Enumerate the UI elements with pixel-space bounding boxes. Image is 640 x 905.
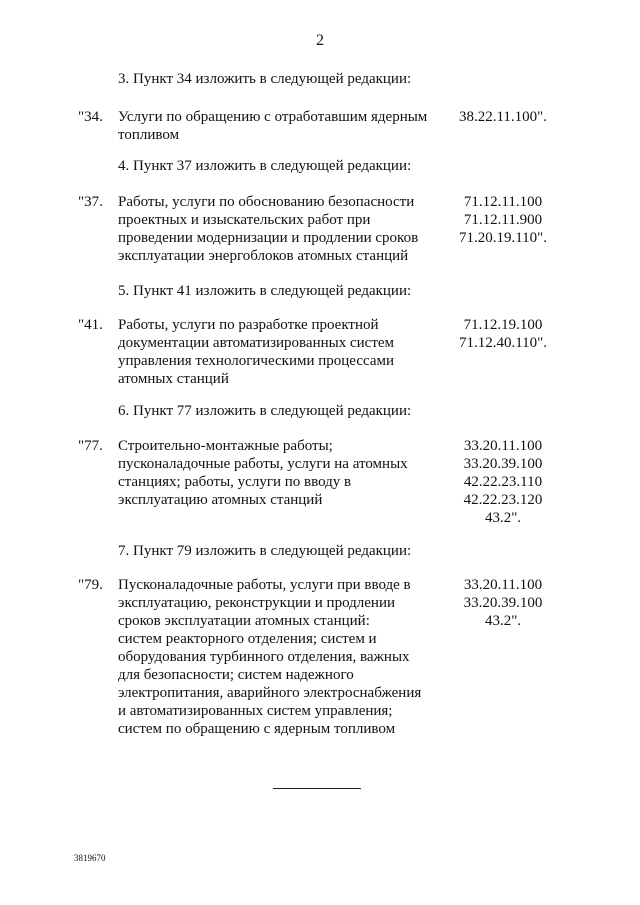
section-heading: 3. Пункт 34 изложить в следующей редакции:: [118, 71, 412, 87]
entry-text-line: систем по обращению с ядерным топливом: [118, 721, 396, 737]
entry-codes: [448, 193, 558, 247]
section-heading: 4. Пункт 37 изложить в следующей редакции:: [118, 158, 412, 174]
entry-text-line: систем реакторного отделения; систем и: [118, 631, 377, 647]
document-code: 3819670: [74, 853, 106, 863]
okpd-code: 42.22.23.110: [463, 474, 543, 490]
entry-text-line: проектных и изыскательских работ при: [118, 212, 371, 228]
entry-text: [118, 193, 433, 265]
entry-number: "37.: [78, 194, 103, 210]
closing-rule: [273, 788, 361, 789]
okpd-code: 33.20.39.100: [463, 456, 543, 472]
entry-text-line: проведении модернизации и продлении сроков: [118, 230, 419, 246]
entry-text-line: Пусконаладочные работы, услуги при вводе в: [118, 577, 411, 593]
okpd-code: 43.2".: [484, 613, 522, 629]
okpd-code: 71.12.11.900: [463, 212, 543, 228]
entry-text-line: Услуги по обращению с отработавшим ядерным: [118, 109, 428, 125]
entry-text-line: эксплуатацию атомных станций: [118, 492, 323, 508]
page-number: 2: [316, 32, 324, 49]
entry-codes: [448, 576, 558, 630]
entry-codes: [448, 316, 558, 352]
entry-text-line: пусконаладочные работы, услуги на атомных: [118, 456, 408, 472]
section-heading: 6. Пункт 77 изложить в следующей редакции:: [118, 403, 412, 419]
entry-number: "41.: [78, 317, 103, 333]
okpd-code: 42.22.23.120: [463, 492, 543, 508]
entry-text-line: Работы, услуги по разработке проектной: [118, 317, 379, 333]
okpd-code: 38.22.11.100".: [458, 109, 548, 125]
entry-text: [118, 576, 433, 738]
entry-text-line: сроков эксплуатации атомных станций:: [118, 613, 370, 629]
entry-text-line: Работы, услуги по обоснованию безопасности: [118, 194, 415, 210]
entry-number: "77.: [78, 438, 103, 454]
okpd-code: 33.20.11.100: [463, 438, 543, 454]
entry-text-line: Строительно-монтажные работы;: [118, 438, 333, 454]
entry-text-line: эксплуатацию, реконструкции и продлении: [118, 595, 396, 611]
entry-text: [118, 108, 433, 144]
entry-text-line: управления технологическими процессами: [118, 353, 395, 369]
okpd-code: 71.20.19.110".: [458, 230, 548, 246]
entry-text-line: оборудования турбинного отделения, важных: [118, 649, 410, 665]
section-heading: 5. Пункт 41 изложить в следующей редакции:: [118, 283, 412, 299]
entry-codes: [448, 108, 558, 126]
okpd-code: 71.12.40.110".: [458, 335, 548, 351]
section-heading: 7. Пункт 79 изложить в следующей редакции:: [118, 543, 412, 559]
entry-text-line: атомных станций: [118, 371, 229, 387]
okpd-code: 71.12.19.100: [463, 317, 543, 333]
entry-text-line: топливом: [118, 127, 180, 143]
entry-text-line: для безопасности; систем надежного: [118, 667, 354, 683]
entry-number: "79.: [78, 577, 103, 593]
okpd-code: 33.20.39.100: [463, 595, 543, 611]
entry-text: [118, 316, 433, 388]
entry-text-line: документации автоматизированных систем: [118, 335, 395, 351]
entry-text-line: электропитания, аварийного электроснабжения: [118, 685, 422, 701]
entry-number: "34.: [78, 109, 103, 125]
entry-codes: [448, 437, 558, 527]
entry-text-line: эксплуатации энергоблоков атомных станций: [118, 248, 409, 264]
entry-text-line: и автоматизированных систем управления;: [118, 703, 393, 719]
entry-text-line: станциях; работы, услуги по вводу в: [118, 474, 352, 490]
okpd-code: 33.20.11.100: [463, 577, 543, 593]
okpd-code: 71.12.11.100: [463, 194, 543, 210]
entry-text: [118, 437, 433, 509]
okpd-code: 43.2".: [484, 510, 522, 526]
